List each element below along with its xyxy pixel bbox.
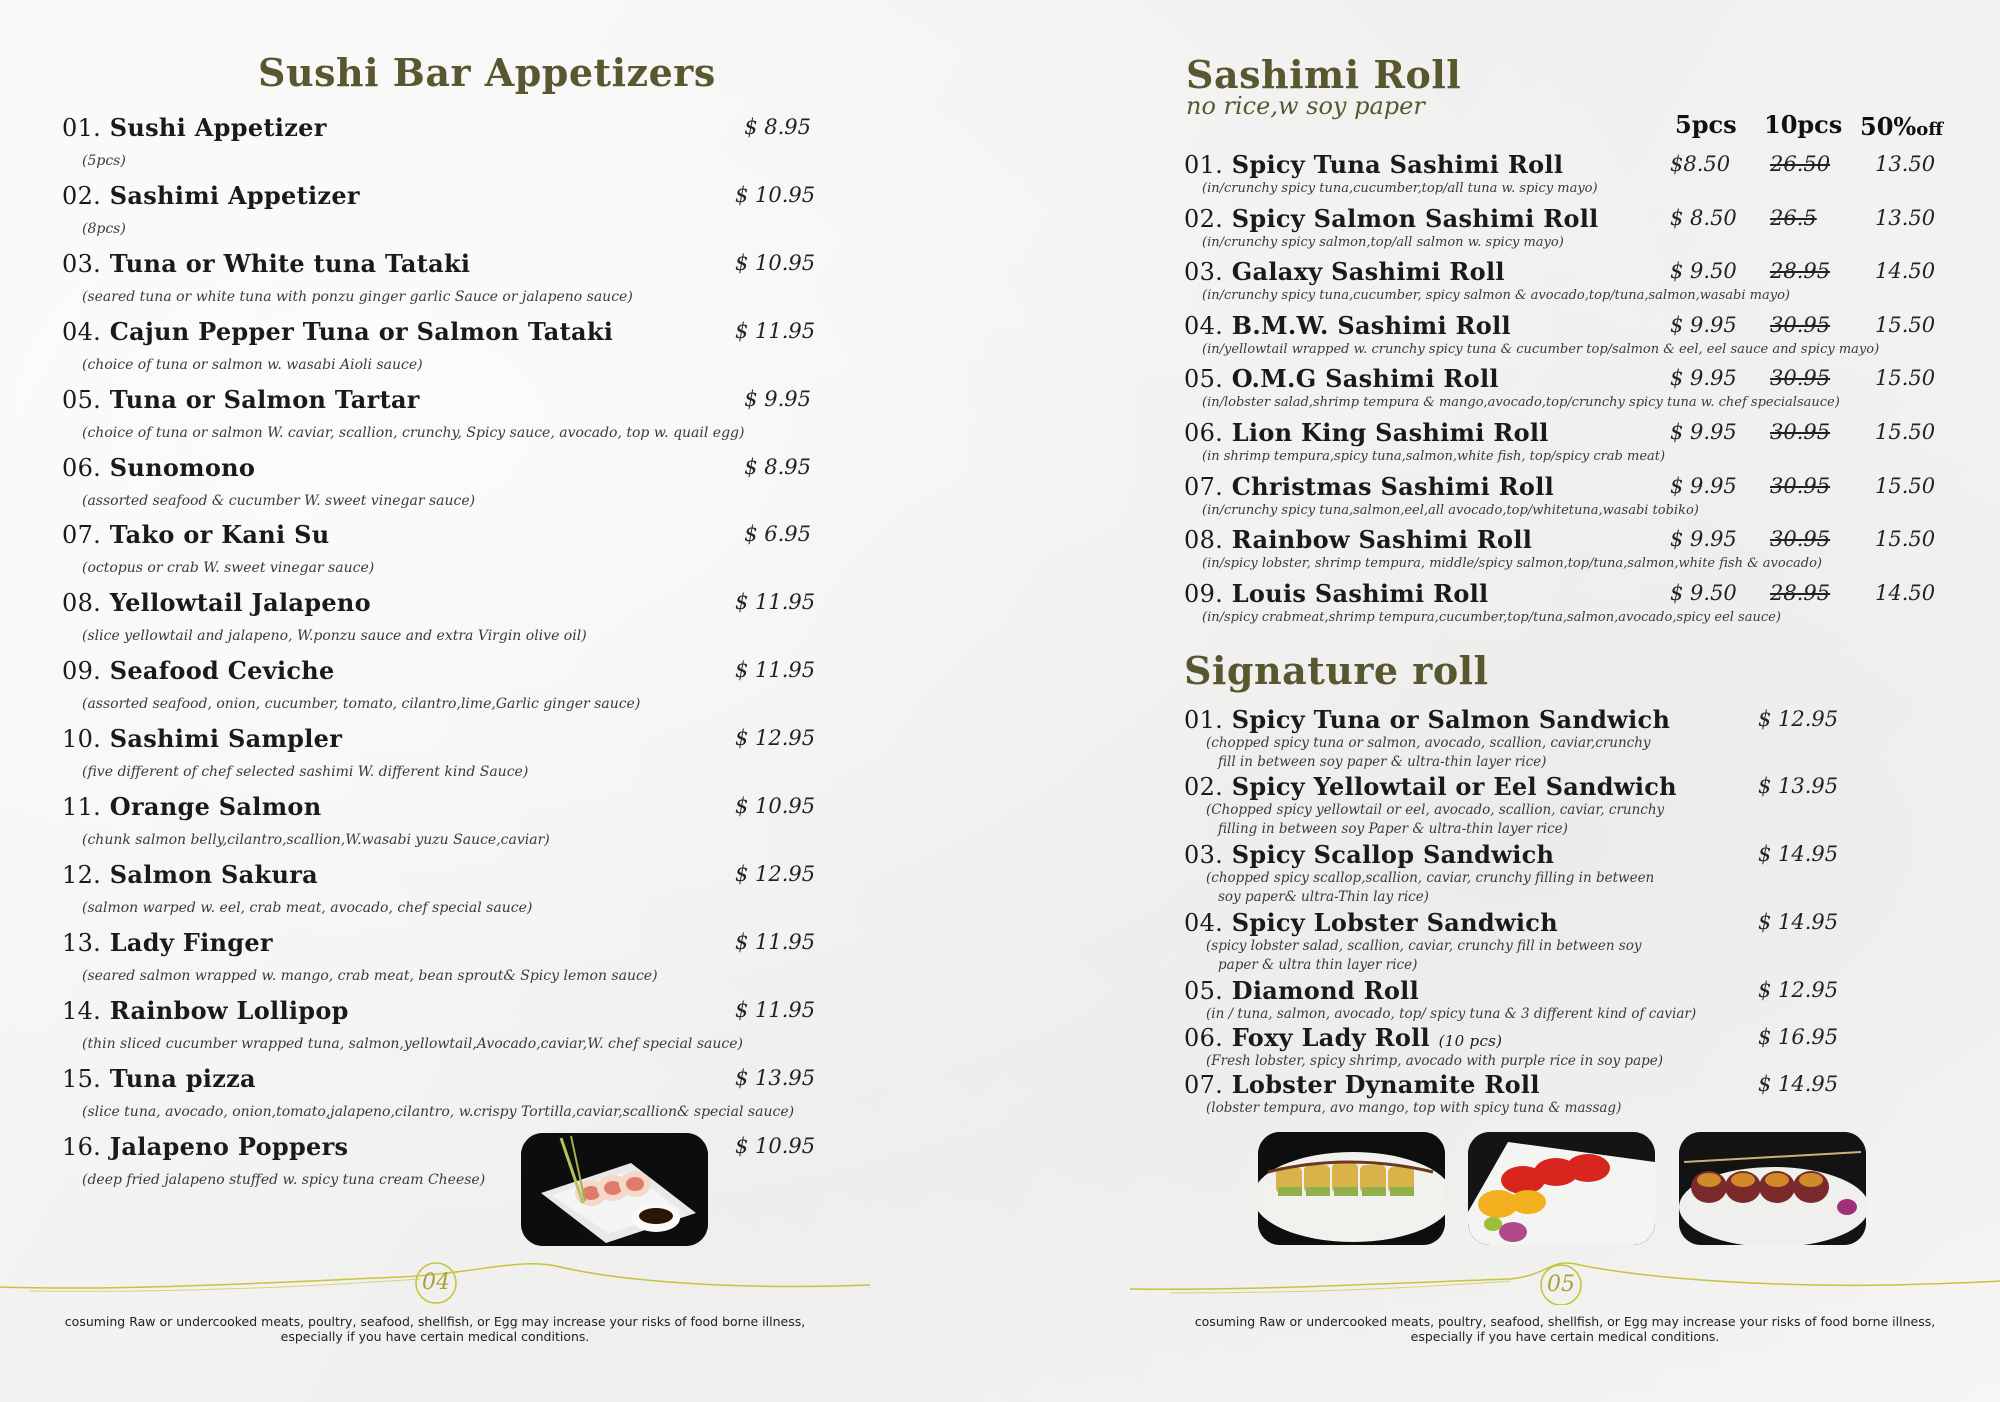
item-name	[1184, 204, 1599, 233]
price-50off: 14.50	[1875, 580, 1936, 605]
item-title: Yellowtail Jalapeno	[109, 588, 371, 618]
item-number: 06.	[62, 453, 102, 482]
item-title: Lion King Sashimi Roll	[1231, 418, 1549, 447]
price-10pcs: 30.95	[1770, 366, 1831, 391]
section-title-signature-roll: Signature roll	[1184, 648, 1489, 693]
item-name	[1184, 579, 1488, 608]
price-5pcs: $ 9.95	[1670, 473, 1737, 498]
menu-page-right	[1130, 0, 2000, 1402]
item-name	[62, 453, 255, 482]
item-price: $ 10.95	[735, 250, 816, 275]
section-title-appetizers: Sushi Bar Appetizers	[258, 50, 716, 95]
item-price: $ 14.95	[1758, 910, 1839, 934]
item-description: (Fresh lobster, spicy shrimp, avocado with purple rice in soy pape)	[1206, 1053, 1664, 1069]
price-10pcs: 26.50	[1770, 152, 1831, 176]
item-name	[1184, 472, 1554, 501]
item-price: $ 13.95	[1758, 774, 1839, 798]
item-number: 04.	[62, 317, 102, 346]
item-number: 09.	[62, 657, 102, 686]
item-description-cont: paper & ultra thin layer rice)	[1218, 957, 1418, 973]
item-title: Tuna pizza	[109, 1063, 256, 1093]
item-description: (spicy lobster salad, scallion, caviar, crunchy fill in between soy	[1206, 938, 1642, 954]
item-number: 05.	[62, 385, 102, 414]
item-name	[62, 317, 613, 346]
item-title: Jalapeno Poppers	[109, 1131, 349, 1161]
item-quantity: (10 pcs)	[1438, 1032, 1503, 1050]
item-number: 05.	[1184, 977, 1224, 1005]
item-name	[62, 385, 420, 414]
item-title: Tuna or White tuna Tataki	[109, 248, 471, 278]
item-description: (octopus or crab W. sweet vinegar sauce)	[82, 560, 375, 577]
item-number: 15.	[62, 1064, 102, 1093]
price-50off: 15.50	[1875, 420, 1936, 444]
price-10pcs: 30.95	[1770, 312, 1831, 337]
item-number: 03.	[1184, 841, 1224, 869]
item-number: 08.	[1184, 526, 1224, 555]
item-price: $ 11.95	[735, 318, 816, 343]
item-title: Rainbow Lollipop	[109, 995, 349, 1025]
item-description-cont: filling in between soy Paper & ultra-thin layer rice)	[1218, 821, 1568, 837]
item-title: Tuna or Salmon Tartar	[109, 384, 420, 414]
item-title: Spicy Scallop Sandwich	[1231, 840, 1555, 869]
item-name	[62, 792, 321, 821]
item-name	[1184, 257, 1505, 286]
item-title: Lady Finger	[109, 927, 273, 957]
item-number: 16.	[62, 1132, 102, 1161]
item-number: 02.	[1184, 204, 1224, 233]
item-price: $ 14.95	[1758, 1072, 1839, 1096]
price-5pcs: $ 9.95	[1670, 366, 1737, 391]
item-title: Spicy Lobster Sandwich	[1231, 908, 1558, 937]
item-name	[1184, 311, 1511, 340]
item-name	[1184, 418, 1549, 447]
disclaimer-right-line2: especially if you have certain medical conditions.	[1410, 1329, 1720, 1344]
item-description-cont: soy paper& ultra-Thin lay rice)	[1218, 889, 1429, 905]
item-price: $ 16.95	[1758, 1025, 1839, 1049]
item-description: (chopped spicy scallop,scallion, caviar, crunchy filling in between	[1206, 870, 1655, 886]
price-5pcs: $ 9.50	[1670, 259, 1737, 284]
item-description: (deep fried jalapeno stuffed w. spicy tuna cream Cheese)	[82, 1171, 486, 1188]
item-number: 01.	[1184, 706, 1224, 734]
item-price: $ 11.95	[735, 658, 816, 683]
item-title: Sashimi Sampler	[109, 724, 343, 754]
price-50off: 13.50	[1875, 152, 1936, 176]
item-description: (salmon warped w. eel, crab meat, avocado, chef special sauce)	[82, 899, 533, 916]
item-title: Louis Sashimi Roll	[1231, 578, 1489, 608]
item-title: Sashimi Appetizer	[109, 180, 360, 210]
item-number: 04.	[1184, 311, 1224, 340]
price-5pcs: $ 9.95	[1670, 420, 1737, 444]
item-description: (in/crunchy spicy tuna,cucumber, spicy salmon & avocado,top/tuna,salmon,wasabi mayo)	[1202, 288, 1790, 304]
item-description: (five different of chef selected sashimi W. different kind Sauce)	[82, 764, 529, 781]
item-title: Lobster Dynamite Roll	[1231, 1070, 1540, 1099]
item-name	[1184, 772, 1677, 801]
section-title-sashimi-roll: Sashimi Roll	[1186, 52, 1462, 97]
item-name	[62, 928, 273, 957]
item-name	[1184, 908, 1558, 937]
price-50off: 15.50	[1875, 312, 1936, 337]
item-description: (assorted seafood & cucumber W. sweet vinegar sauce)	[82, 492, 476, 509]
item-title: Spicy Yellowtail or Eel Sandwich	[1231, 772, 1677, 801]
item-description: (in/crunchy spicy tuna,cucumber,top/all tuna w. spicy mayo)	[1202, 181, 1598, 196]
item-number: 08.	[62, 589, 102, 618]
price-5pcs: $ 8.50	[1670, 205, 1737, 230]
item-price: $ 6.95	[744, 522, 811, 547]
item-price: $ 8.95	[744, 454, 811, 479]
item-description: (in/yellowtail wrapped w. crunchy spicy tuna & cucumber top/salmon & eel, eel sauce and spicy mayo)	[1202, 341, 1880, 357]
item-description: (5pcs)	[82, 153, 126, 169]
item-description: (choice of tuna or salmon W. caviar, scallion, crunchy, Spicy sauce, avocado, top w. quail egg)	[82, 424, 745, 441]
item-description: (in/spicy lobster, shrimp tempura, middle/spicy salmon,top/tuna,salmon,white fish & avocado)	[1202, 556, 1822, 572]
item-number: 07.	[1184, 472, 1224, 501]
disclaimer-left	[0, 1314, 870, 1344]
price-50off: 14.50	[1875, 259, 1936, 284]
item-price: $ 10.95	[735, 1133, 816, 1158]
item-name	[62, 588, 371, 617]
sashimi-roll-subtitle: no rice,w soy paper	[1186, 92, 1425, 120]
item-number: 02.	[62, 181, 102, 210]
item-name	[62, 1132, 348, 1161]
item-number: 01.	[62, 114, 102, 142]
item-price: $ 12.95	[1758, 707, 1839, 731]
price-5pcs: $ 9.95	[1670, 527, 1737, 552]
price-10pcs: 30.95	[1770, 420, 1831, 444]
item-price: $ 11.95	[735, 590, 816, 615]
price-10pcs: 30.95	[1770, 473, 1831, 498]
item-number: 05.	[1184, 365, 1224, 394]
item-title: Spicy Tuna Sashimi Roll	[1231, 150, 1564, 179]
signature-roll-photo-2	[1468, 1132, 1655, 1245]
item-name	[62, 181, 360, 210]
item-price: $ 12.95	[1758, 978, 1839, 1002]
item-description: (seared tuna or white tuna with ponzu ginger garlic Sauce or jalapeno sauce)	[82, 288, 633, 305]
item-number: 01.	[1184, 151, 1224, 179]
item-description: (slice yellowtail and jalapeno, W.ponzu sauce and extra Virgin olive oil)	[82, 628, 587, 645]
item-description: (assorted seafood, onion, cucumber, tomato, cilantro,lime,Garlic ginger sauce)	[82, 696, 641, 713]
item-name	[1184, 1023, 1502, 1052]
item-description: (seared salmon wrapped w. mango, crab meat, bean sprout& Spicy lemon sauce)	[82, 967, 658, 984]
item-number: 12.	[62, 860, 102, 889]
item-price: $ 12.95	[735, 861, 816, 886]
item-number: 09.	[1184, 579, 1224, 608]
page-number-left: 04	[422, 1270, 450, 1295]
price-50off: 15.50	[1875, 473, 1936, 498]
item-title: Galaxy Sashimi Roll	[1231, 257, 1505, 287]
item-price: $ 9.95	[744, 386, 811, 411]
item-title: Tako or Kani Su	[109, 520, 330, 550]
item-price: $ 11.95	[735, 929, 816, 954]
item-title: Christmas Sashimi Roll	[1231, 471, 1555, 501]
item-name	[62, 1064, 256, 1093]
item-description: (chopped spicy tuna or salmon, avocado, scallion, caviar,crunchy	[1206, 735, 1651, 751]
item-name	[62, 656, 335, 685]
price-10pcs: 28.95	[1770, 259, 1831, 284]
item-number: 06.	[1184, 419, 1224, 447]
item-title: O.M.G Sashimi Roll	[1231, 364, 1499, 394]
item-description: (lobster tempura, avo mango, top with spicy tuna & massag)	[1206, 1100, 1622, 1116]
item-name	[62, 113, 327, 142]
item-description: (in / tuna, salmon, avocado, top/ spicy tuna & 3 different kind of caviar)	[1206, 1006, 1697, 1022]
item-name	[1184, 840, 1554, 869]
item-number: 14.	[62, 996, 102, 1025]
item-number: 03.	[1184, 258, 1224, 287]
item-description: (chunk salmon belly,cilantro,scallion,W.wasabi yuzu Sauce,caviar)	[82, 832, 550, 848]
price-5pcs: $ 9.95	[1670, 312, 1737, 337]
item-name	[62, 249, 470, 278]
column-header-50off: 50%off	[1860, 112, 1943, 141]
item-number: 06.	[1184, 1024, 1224, 1052]
item-title: Sunomono	[109, 452, 256, 482]
item-price: $ 12.95	[735, 726, 816, 751]
item-name	[62, 520, 329, 549]
price-50off: 13.50	[1875, 205, 1936, 230]
item-number: 07.	[62, 521, 102, 550]
disclaimer-right-line1: cosuming Raw or undercooked meats, poultry, seafood, shellfish, or Egg may increase your risks of food borne illness,	[1194, 1314, 1936, 1329]
item-price: $ 8.95	[744, 115, 811, 139]
item-title: Spicy Salmon Sashimi Roll	[1231, 203, 1599, 233]
item-description: (8pcs)	[82, 220, 126, 237]
item-title: Sushi Appetizer	[109, 113, 327, 142]
item-title: Foxy Lady Roll	[1231, 1023, 1430, 1052]
price-10pcs: 30.95	[1770, 527, 1831, 552]
item-title: Orange Salmon	[109, 792, 322, 821]
item-name	[1184, 976, 1419, 1005]
item-name	[1184, 525, 1532, 554]
item-name	[62, 724, 342, 753]
price-5pcs: $8.50	[1670, 152, 1731, 176]
item-description-cont: fill in between soy paper & ultra-thin layer rice)	[1218, 754, 1547, 770]
item-title: B.M.W. Sashimi Roll	[1231, 310, 1511, 340]
item-title: Salmon Sakura	[109, 859, 318, 889]
item-name	[1184, 705, 1670, 734]
price-50off: 15.50	[1875, 366, 1936, 391]
item-title: Spicy Tuna or Salmon Sandwich	[1231, 705, 1671, 734]
item-description: (slice tuna, avocado, onion,tomato,jalapeno,cilantro, w.crispy Tortilla,caviar,scallion& special sauce)	[82, 1103, 795, 1120]
price-5pcs: $ 9.50	[1670, 580, 1737, 605]
item-number: 02.	[1184, 773, 1224, 801]
item-title: Seafood Ceviche	[109, 656, 335, 686]
item-number: 07.	[1184, 1071, 1224, 1099]
item-price: $ 10.95	[735, 794, 816, 818]
item-description: (in/crunchy spicy tuna,salmon,eel,all avocado,top/whitetuna,wasabi tobiko)	[1202, 502, 1699, 518]
disclaimer-left-line2: especially if you have certain medical conditions.	[280, 1329, 590, 1344]
item-description: (in/crunchy spicy salmon,top/all salmon w. spicy mayo)	[1202, 234, 1564, 250]
item-number: 04.	[1184, 909, 1224, 937]
item-description: (in/lobster salad,shrimp tempura & mango,avocado,top/crunchy spicy tuna w. chef specialsauce)	[1202, 395, 1840, 411]
item-description: (thin sliced cucumber wrapped tuna, salmon,yellowtail,Avocado,caviar,W. chef special sauce)	[82, 1035, 743, 1052]
item-description: (Chopped spicy yellowtail or eel, avocado, scallion, caviar, crunchy	[1206, 802, 1665, 818]
item-number: 10.	[62, 725, 102, 754]
item-description: (in shrimp tempura,spicy tuna,salmon,white fish, top/spicy crab meat)	[1202, 449, 1666, 464]
disclaimer-right	[1130, 1314, 2000, 1344]
item-title: Diamond Roll	[1231, 976, 1419, 1005]
jalapeno-poppers-photo	[521, 1133, 708, 1246]
item-title: Rainbow Sashimi Roll	[1231, 525, 1533, 555]
menu-page-left	[0, 0, 870, 1402]
item-price: $ 11.95	[735, 997, 816, 1022]
column-header-5pcs: 5pcs	[1675, 110, 1737, 139]
item-description: (choice of tuna or salmon w. wasabi Aioli sauce)	[82, 356, 423, 373]
item-price: $ 14.95	[1758, 842, 1839, 866]
price-10pcs: 26.5	[1770, 205, 1817, 230]
item-name	[62, 860, 318, 889]
item-name	[1184, 1070, 1540, 1099]
item-number: 03.	[62, 249, 102, 278]
signature-roll-photo-3	[1679, 1132, 1866, 1245]
item-title: Cajun Pepper Tuna or Salmon Tataki	[109, 316, 614, 346]
item-description: (in/spicy crabmeat,shrimp tempura,cucumber,top/tuna,salmon,avocado,spicy eel sauce)	[1202, 609, 1781, 625]
price-10pcs: 28.95	[1770, 580, 1831, 605]
item-price: $ 10.95	[735, 182, 816, 207]
item-name	[1184, 150, 1563, 179]
item-number: 11.	[62, 793, 102, 821]
item-number: 13.	[62, 928, 102, 957]
item-name	[62, 996, 349, 1025]
column-header-10pcs: 10pcs	[1764, 110, 1843, 139]
page-number-right: 05	[1547, 1272, 1575, 1297]
signature-roll-photo-1	[1258, 1132, 1445, 1245]
item-price: $ 13.95	[735, 1065, 816, 1090]
disclaimer-left-line1: cosuming Raw or undercooked meats, poultry, seafood, shellfish, or Egg may increase your risks of food borne illness,	[64, 1314, 806, 1329]
item-name	[1184, 364, 1499, 393]
price-50off: 15.50	[1875, 527, 1936, 552]
